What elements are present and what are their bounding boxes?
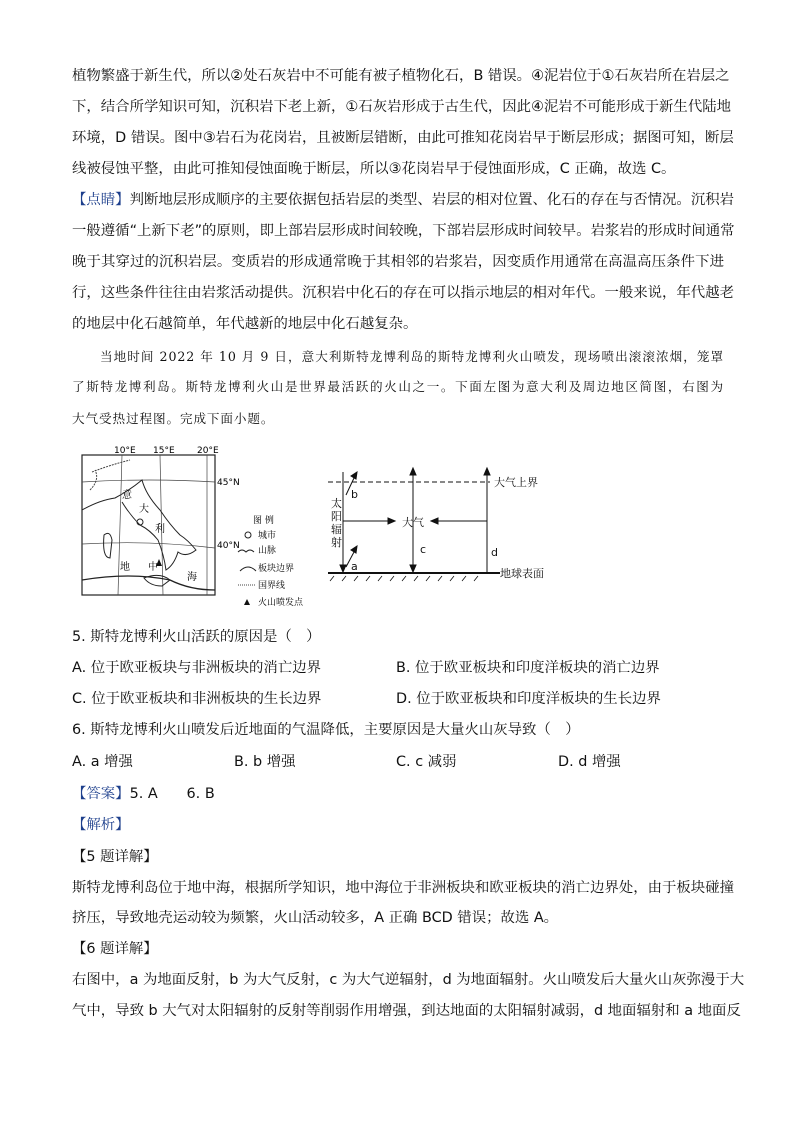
- solar-radiation-label: 太: [331, 497, 342, 510]
- legend-item: 火山喷发点: [258, 598, 304, 608]
- lat-label: 45°N: [217, 478, 240, 488]
- city-icon: [245, 532, 251, 538]
- map-label: 意: [122, 490, 132, 501]
- atmosphere-label: 大气: [402, 516, 424, 529]
- italy-map: [82, 446, 240, 595]
- tip-tag: 【点睛】: [72, 192, 130, 208]
- figures: [70, 440, 550, 610]
- mountain-icon: [238, 550, 254, 552]
- text-line: 行，这些条件往往由岩浆活动提供。沉积岩中化石的存在可以指示地层的相对年代。一般来说，年代越老: [72, 285, 734, 301]
- answer-text: 5. A 6. B: [129, 786, 215, 802]
- answer-tag: 【答案】: [72, 786, 130, 802]
- volcano-icon: [244, 599, 250, 605]
- option-d: D. d 增强: [558, 754, 621, 770]
- map-label: 中: [148, 562, 158, 573]
- lon-label: 15°E: [153, 446, 175, 456]
- option-c: C. c 减弱: [396, 754, 457, 770]
- text-line: 环境，D 错误。图中③岩石为花岗岩，且被断层错断，由此可推知花岗岩早于断层形成；据图可知，断层: [72, 130, 734, 146]
- option-a: A. 位于欧亚板块与非洲板块的消亡边界: [72, 660, 321, 676]
- plate-boundary-icon: [240, 567, 256, 571]
- legend-item: 国界线: [258, 581, 286, 591]
- lon-label: 10°E: [114, 446, 136, 456]
- material-line: 当地时间 2022 年 10 月 9 日，意大利斯特龙博利岛的斯特龙博利火山喷发，现场喷出滚滚浓烟，笼罩: [100, 349, 724, 364]
- map-label: 地: [120, 562, 130, 573]
- ground-surface-label: 地球表面: [500, 567, 544, 580]
- option-b: B. b 增强: [234, 754, 296, 770]
- material-line: 大气受热过程图。完成下面小题。: [72, 411, 275, 426]
- material-line: 了斯特龙博利岛。斯特龙博利火山是世界最活跃的火山之一。下面左图为意大利及周边地区简图，右图为: [72, 379, 724, 394]
- map-legend: [238, 514, 304, 608]
- q5-detail-tag: 【5 题详解】: [72, 849, 158, 865]
- label-a: a: [351, 560, 358, 573]
- option-b: B. 位于欧亚板块和印度洋板块的消亡边界: [396, 660, 660, 676]
- label-d: d: [491, 546, 498, 559]
- top-of-atmosphere-label: 大气上界: [494, 476, 538, 489]
- question-5-stem: 5. 斯特龙博利火山活跃的原因是（ ）: [72, 629, 321, 645]
- text-line: 挤压，导致地壳运动较为频繁，火山活动较多，A 正确 BCD 错误；故选 A。: [72, 910, 559, 926]
- tip-line: [72, 191, 734, 209]
- label-b: b: [351, 488, 358, 501]
- label-c: c: [420, 543, 427, 556]
- solar-radiation-label: 阳: [331, 510, 342, 523]
- q6-detail-tag: 【6 题详解】: [72, 941, 158, 957]
- text-line: 植物繁盛于新生代，所以②处石灰岩中不可能有被子植物化石，B 错误。④泥岩位于①石灰岩所在岩层之: [72, 68, 730, 84]
- lat-label: 40°N: [217, 541, 240, 551]
- option-a: A. a 增强: [72, 754, 133, 770]
- solar-radiation-label: 射: [331, 536, 342, 549]
- text-line: 的地层中化石越简单，年代越新的地层中化石越复杂。: [72, 316, 418, 332]
- lon-label: 20°E: [197, 446, 219, 456]
- text-line: 右图中，a 为地面反射，b 为大气反射，c 为大气逆辐射，d 为地面辐射。火山喷发后大量火山灰弥漫于大: [72, 972, 745, 988]
- text-line: 线被侵蚀平整，由此可推知侵蚀面晚于断层，所以③花岗岩早于侵蚀面形成，C 正确，故选 C。: [72, 161, 676, 177]
- text-line: 晚于其穿过的沉积岩层。变质岩的形成通常晚于其相邻的岩浆岩，因变质作用通常在高温高压条件下进: [72, 254, 724, 270]
- analysis-tag: 【解析】: [72, 817, 130, 833]
- text-line: 气中，导致 b 大气对太阳辐射的反射等削弱作用增强，到达地面的太阳辐射减弱，d 地面辐射和 a 地面反: [72, 1003, 741, 1019]
- answer-line: [72, 785, 215, 803]
- legend-title: 图 例: [253, 516, 274, 526]
- atmosphere-heating-diagram: [328, 468, 544, 581]
- question-6-stem: 6. 斯特龙博利火山喷发后近地面的气温降低，主要原因是大量火山灰导致（ ）: [72, 722, 580, 738]
- legend-item: 板块边界: [258, 564, 295, 574]
- legend-item: 城市: [258, 531, 277, 541]
- map-label: 大: [139, 504, 149, 515]
- text-line: 一般遵循“上新下老”的原则，即上部岩层形成时间较晚，下部岩层形成时间较早。岩浆岩的形成时间通常: [72, 223, 735, 239]
- map-label: 海: [187, 572, 197, 583]
- legend-item: 山脉: [258, 546, 277, 556]
- text: 判断地层形成顺序的主要依据包括岩层的类型、岩层的相对位置、化石的存在与否情况。沉积岩: [129, 192, 734, 208]
- map-label: 利: [155, 524, 165, 535]
- text-line: 斯特龙博利岛位于地中海，根据所学知识，地中海位于非洲板块和欧亚板块的消亡边界处，由于板块碰撞: [72, 880, 734, 896]
- solar-radiation-label: 辐: [331, 523, 342, 536]
- option-d: D. 位于欧亚板块和印度洋板块的生长边界: [396, 691, 661, 707]
- option-c: C. 位于欧亚板块和非洲板块的生长边界: [72, 691, 322, 707]
- text-line: 下，结合所学知识可知，沉积岩下老上新，①石灰岩形成于古生代，因此④泥岩不可能形成于新生代陆地: [72, 99, 731, 115]
